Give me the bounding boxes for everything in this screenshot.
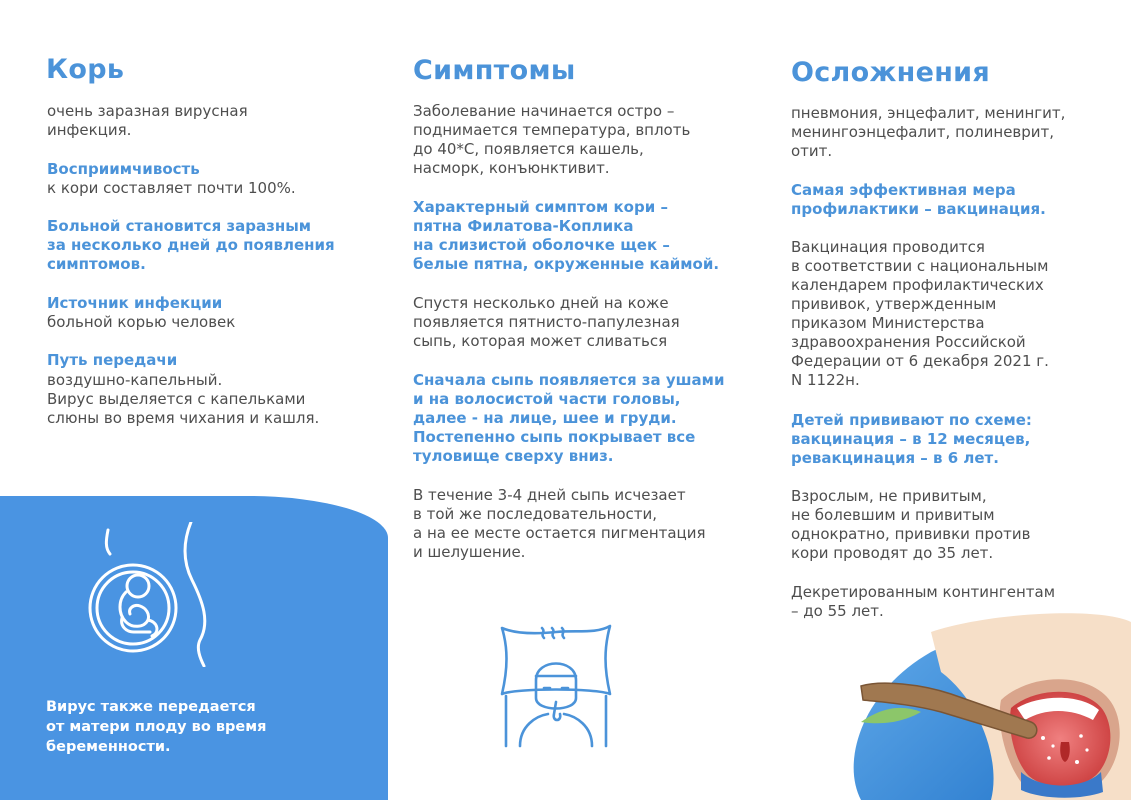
route-text: воздушно-капельный. Вирус выделяется с капельками слюны во время чихания и кашля. (47, 371, 320, 427)
vaccination-calendar-text: Вакцинация проводится в соответствии с национальным календарем профилактических прививок, утвержденным приказом Министерства здравоохранения Российской Федерации от 6 декабря 2021 г. N 1122н. (791, 238, 1049, 389)
complications-text: пневмония, энцефалит, менингит, менингоэнцефалит, полиневрит, отит. (791, 104, 1066, 160)
pregnancy-fetus-icon (88, 522, 218, 667)
source-heading: Источник инфекции (47, 294, 223, 312)
rash-spread-text: Сначала сыпь появляется за ушами и на волосистой части головы, далее - на лице, шее и груди. Постепенно сыпь покрывает все туловище сверху вниз. (413, 371, 725, 465)
adult-vaccination-text: Взрослым, не привитым, не болевшим и привитым однократно, прививки против кори проводят до 35 лет. (791, 487, 1031, 562)
susceptibility-text: к кори составляет почти 100%. (47, 179, 296, 197)
measles-title: Корь (46, 54, 125, 85)
koplik-spots-text: Характерный симптом кори – пятна Филатова-Коплика на слизистой оболочке щек – белые пятна, окруженные каймой. (413, 198, 720, 273)
prevention-text: Самая эффективная мера профилактики – вакцинация. (791, 181, 1046, 218)
contagious-period: Больной становится заразным за несколько дней до появления симптомов. (47, 217, 335, 273)
source-text: больной корью человек (47, 313, 236, 331)
sick-person-in-bed-icon (496, 618, 616, 748)
vaccination-schedule: Детей прививают по схеме: вакцинация – в 12 месяцев, ревакцинация – в 6 лет. (791, 411, 1032, 467)
transmission-panel-text: Вирус также передается от матери плоду во время беременности. (46, 699, 267, 755)
rash-text: Спустя несколько дней на коже появляется пятнисто-папулезная сыпь, которая может сливаться (413, 294, 680, 350)
route-heading: Путь передачи (47, 351, 178, 369)
rash-fade-text: В течение 3-4 дней сыпь исчезает в той же последовательности, а на ее месте остается пигментация и шелушение. (413, 486, 706, 561)
throat-examination-illustration (821, 612, 1131, 800)
onset-text: Заболевание начинается остро – поднимается температура, вплоть до 40*С, появляется кашель, насморк, конъюнктивит. (413, 102, 691, 177)
measles-intro: очень заразная вирусная инфекция. (47, 102, 248, 139)
susceptibility-heading: Восприимчивость (47, 160, 200, 178)
decreed-groups-text: Декретированным контингентам – до 55 лет. (791, 583, 1056, 620)
symptoms-title: Симптомы (413, 55, 576, 86)
complications-title: Осложнения (791, 57, 991, 88)
